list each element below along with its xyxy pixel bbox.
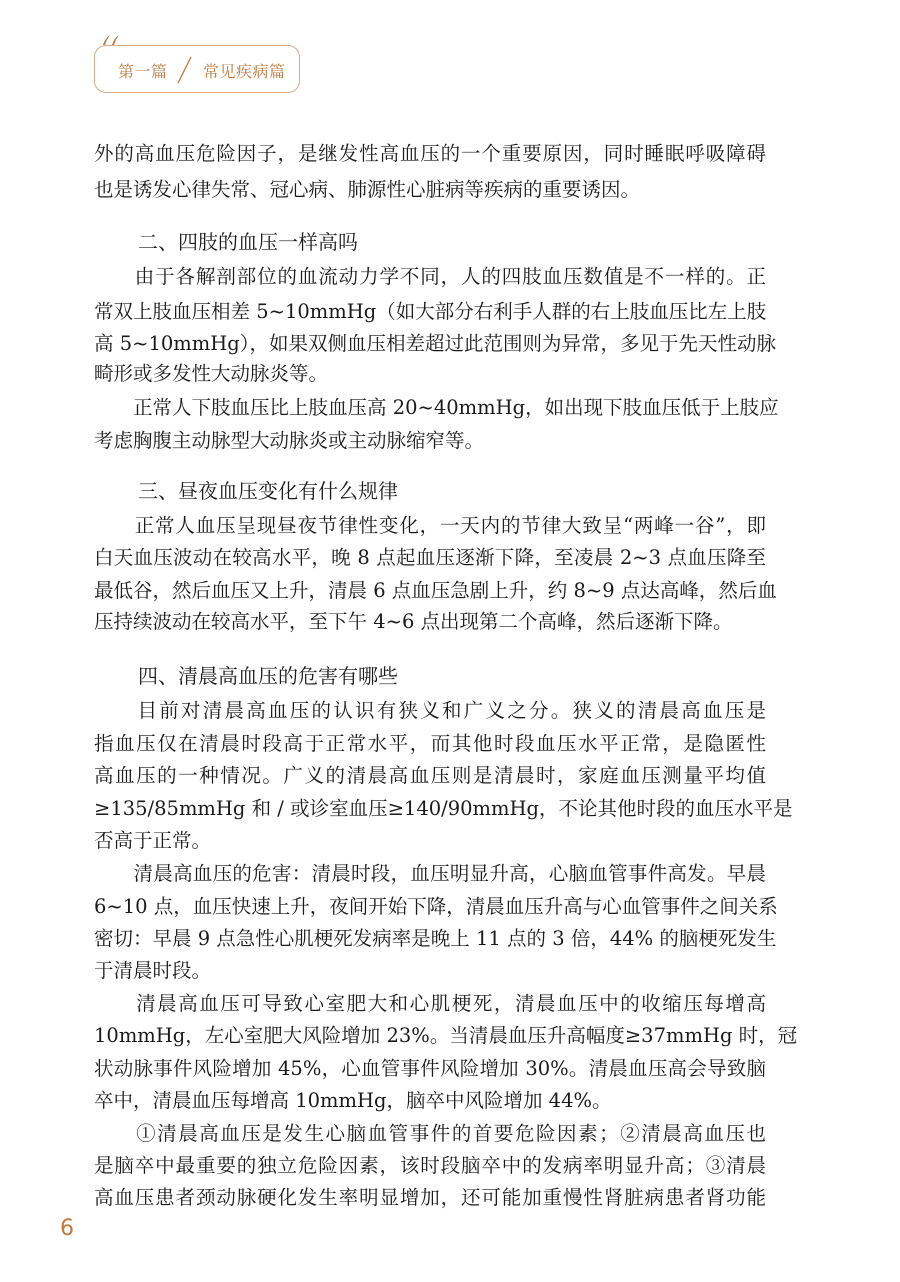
body-line: 高 5~10mmHg），如果双侧血压相差超过此范围则为异常，多见于先天性动脉 [94,332,776,355]
section-heading: 二、四肢的血压一样高吗 [138,230,358,254]
section-heading: 三、昼夜血压变化有什么规律 [138,479,398,503]
body-line: 常双上肢血压相差 5~10mmHg（如大部分右利手人群的右上肢血压比左上肢 [94,300,767,323]
body-line: 由于各解剖部位的血流动力学不同，人的四肢血压数值是不一样的。正 [94,265,766,288]
body-line: 6~10 点，血压快速上升，夜间开始下降，清晨血压升高与心血管事件之间关系 [94,895,778,918]
section-label: 常见疾病篇 [203,62,286,81]
body-line: 否高于正常。 [94,829,212,852]
body-line: 畸形或多发性大动脉炎等。 [94,362,329,385]
body-line: 压持续波动在较高水平，至下午 4~6 点出现第二个高峰，然后逐渐下降。 [94,610,733,633]
body-line: ≥135/85mmHg 和 / 或诊室血压≥140/90mmHg，不论其他时段的血压水平是 [94,797,793,820]
body-line: 指血压仅在清晨时段高于正常水平，而其他时段血压水平正常，是隐匿性 [94,732,766,755]
body-line: 也是诱发心律失常、冠心病、肺源性心脏病等疾病的重要诱因。 [94,178,641,201]
divider-slash-icon [173,54,195,86]
body-line: 于清晨时段。 [94,959,212,982]
body-line: 清晨高血压的危害：清晨时段，血压明显升高，心脑血管事件高发。早晨 [94,862,766,885]
body-line: 正常人血压呈现昼夜节律性变化，一天内的节律大致呈“两峰一谷”，即 [94,514,766,537]
body-line: 清晨高血压可导致心室肥大和心肌梗死，清晨血压中的收缩压每增高 [94,992,766,1015]
body-line: 密切：早晨 9 点急性心肌梗死发病率是晚上 11 点的 3 倍，44% 的脑梗死发生 [94,927,777,950]
chapter-header-tab [94,45,300,93]
body-line: 目前对清晨高血压的认识有狭义和广义之分。狭义的清晨高血压是 [94,699,766,722]
section-heading: 四、清晨高血压的危害有哪些 [138,664,398,688]
body-line: 白天血压波动在较高水平，晚 8 点起血压逐渐下降，至凌晨 2~3 点血压降至 [94,546,766,569]
body-line: 10mmHg，左心室肥大风险增加 23%。当清晨血压升高幅度≥37mmHg 时，冠 [94,1024,798,1047]
body-line: 正常人下肢血压比上肢血压高 20~40mmHg，如出现下肢血压低于上肢应 [94,396,779,419]
part-label: 第一篇 [118,62,168,81]
body-line: ①清晨高血压是发生心脑血管事件的首要危险因素；②清晨高血压也 [94,1122,766,1145]
page-number: 6 [60,1216,74,1241]
body-line: 状动脉事件风险增加 45%，心血管事件风险增加 30%。清晨血压高会导致脑 [94,1057,766,1080]
body-line: 高血压的一种情况。广义的清晨高血压则是清晨时，家庭血压测量平均值 [94,764,766,787]
body-line: 是脑卒中最重要的独立危险因素，该时段脑卒中的发病率明显升高；③清晨 [94,1154,766,1177]
body-line: 考虑胸腹主动脉型大动脉炎或主动脉缩窄等。 [94,429,485,452]
body-line: 最低谷，然后血压又上升，清晨 6 点血压急剧上升，约 8~9 点达高峰，然后血 [94,579,777,602]
body-line: 高血压患者颈动脉硬化发生率明显增加，还可能加重慢性肾脏病患者肾功能 [94,1186,766,1209]
body-line: 外的高血压危险因子，是继发性高血压的一个重要原因，同时睡眠呼吸障碍 [94,142,766,165]
body-line: 卒中，清晨血压每增高 10mmHg，脑卒中风险增加 44%。 [94,1089,612,1112]
